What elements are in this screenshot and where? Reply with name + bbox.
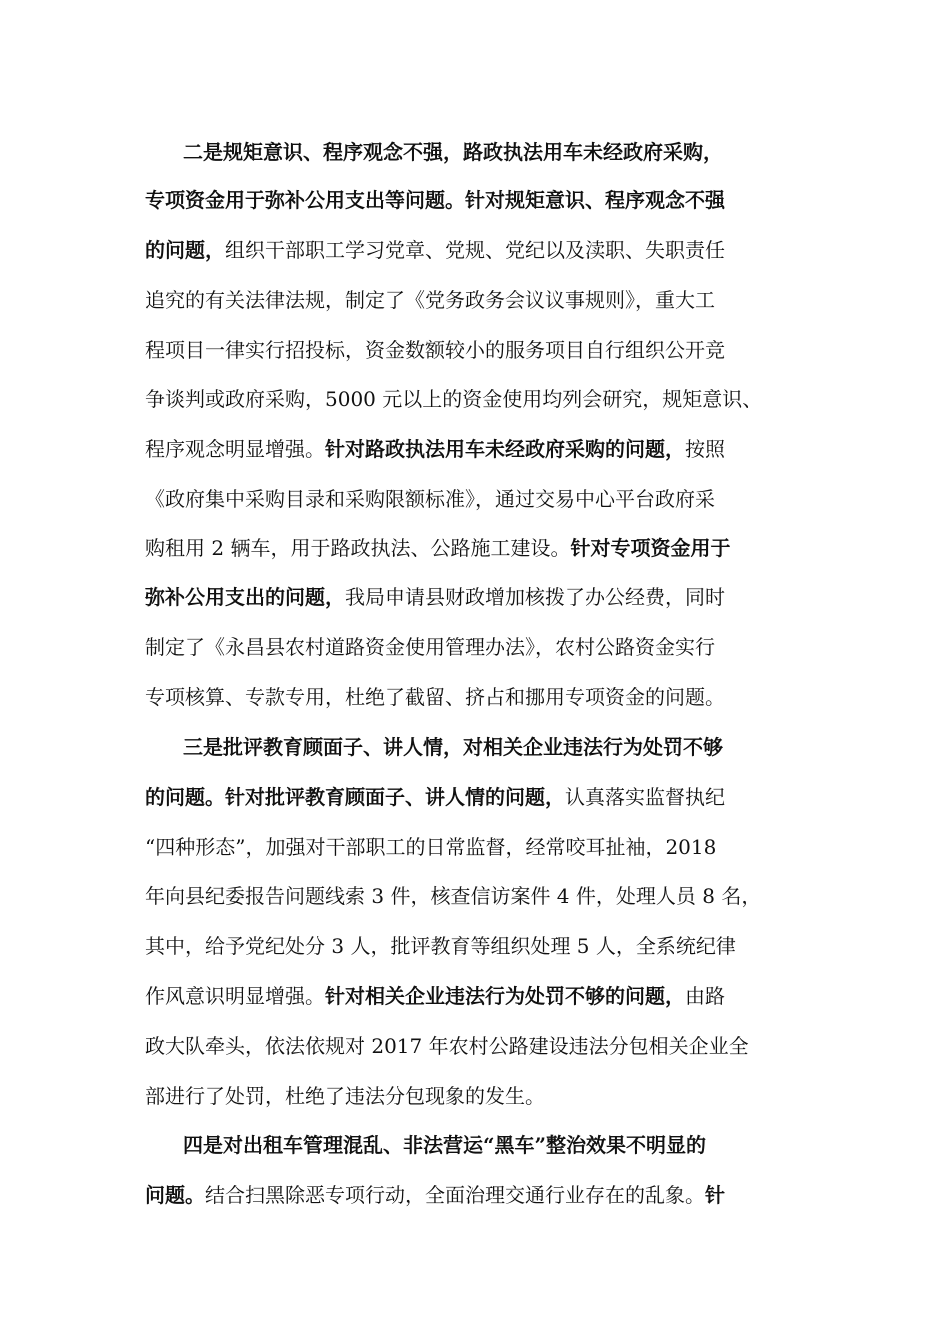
text-run: 组织干部职工学习党章、党规、党纪以及渎职、失职责任 [225, 238, 725, 262]
bold-text-run: 四是对出租车管理混乱、非法营运“黑车”整治效果不明显的 [183, 1133, 707, 1157]
bold-text-run: 针 [705, 1183, 725, 1207]
text-run: 我局申请县财政增加核拨了办公经费，同时 [345, 585, 725, 609]
text-line [145, 285, 715, 315]
text-line [145, 682, 725, 712]
text-run: 程项目一律实行招投标，资金数额较小的服务项目自行组织公开竞 [145, 338, 725, 362]
bold-text-run: 的问题， [145, 238, 225, 262]
text-run: 其中，给予党纪处分 3 人，批评教育等组织处理 5 人，全系统纪律 [145, 934, 736, 958]
text-run: 年向县纪委报告问题线索 3 件，核查信访案件 4 件，处理人员 8 名， [145, 884, 762, 908]
bold-text-run: 针对路政执法用车未经政府采购的问题， [325, 437, 685, 461]
bold-text-run: 针对专项资金用于 [570, 536, 731, 560]
text-line [183, 137, 723, 167]
text-line [145, 832, 716, 862]
text-line [145, 981, 725, 1011]
text-line [145, 1031, 749, 1061]
text-run: 政大队牵头，依法依规对 2017 年农村公路建设违法分包相关企业全 [145, 1034, 749, 1058]
text-line [145, 582, 725, 612]
bold-text-run: 问题。 [145, 1183, 205, 1207]
text-run: 争谈判或政府采购，5000 元以上的资金使用均列会研究，规矩意识、 [145, 387, 763, 411]
text-line [145, 384, 762, 414]
bold-text-run: 针对相关企业违法行为处罚不够的问题， [325, 984, 685, 1008]
text-line [183, 732, 723, 762]
text-run: 部进行了处罚，杜绝了违法分包现象的发生。 [145, 1084, 545, 1108]
text-line [145, 335, 725, 365]
text-line [145, 235, 725, 265]
text-run: 程序观念明显增强。 [145, 437, 325, 461]
text-run: 结合扫黑除恶专项行动，全面治理交通行业存在的乱象。 [205, 1183, 705, 1207]
text-run: 追究的有关法律法规，制定了《党务政务会议议事规则》，重大工 [145, 288, 715, 312]
text-run: 《政府集中采购目录和采购限额标准》，通过交易中心平台政府采 [145, 487, 715, 511]
bold-text-run: 二是规矩意识、程序观念不强，路政执法用车未经政府采购， [183, 140, 723, 164]
text-line [145, 484, 715, 514]
bold-text-run: 的问题。针对批评教育顾面子、讲人情的问题， [145, 785, 565, 809]
text-line [145, 185, 725, 215]
text-line [145, 632, 715, 662]
bold-text-run: 弥补公用支出的问题， [145, 585, 345, 609]
text-run: 购租用 2 辆车，用于路政执法、公路施工建设。 [145, 536, 571, 560]
text-line [145, 782, 725, 812]
text-run: 由路 [685, 984, 725, 1008]
text-run: 作风意识明显增强。 [145, 984, 325, 1008]
text-line [145, 881, 761, 911]
text-line [183, 1130, 706, 1160]
text-run: 制定了《永昌县农村道路资金使用管理办法》，农村公路资金实行 [145, 635, 715, 659]
bold-text-run: 专项资金用于弥补公用支出等问题。针对规矩意识、程序观念不强 [145, 188, 725, 212]
text-line [145, 931, 736, 961]
text-run: 按照 [685, 437, 725, 461]
text-line [145, 434, 725, 464]
text-line [145, 1081, 545, 1111]
text-run: 认真落实监督执纪 [565, 785, 725, 809]
bold-text-run: 三是批评教育顾面子、讲人情，对相关企业违法行为处罚不够 [183, 735, 723, 759]
text-line [145, 1180, 725, 1210]
text-run: “四种形态”，加强对干部职工的日常监督，经常咬耳扯袖，2018 [145, 835, 717, 859]
text-line [145, 533, 730, 563]
text-run: 专项核算、专款专用，杜绝了截留、挤占和挪用专项资金的问题。 [145, 685, 725, 709]
